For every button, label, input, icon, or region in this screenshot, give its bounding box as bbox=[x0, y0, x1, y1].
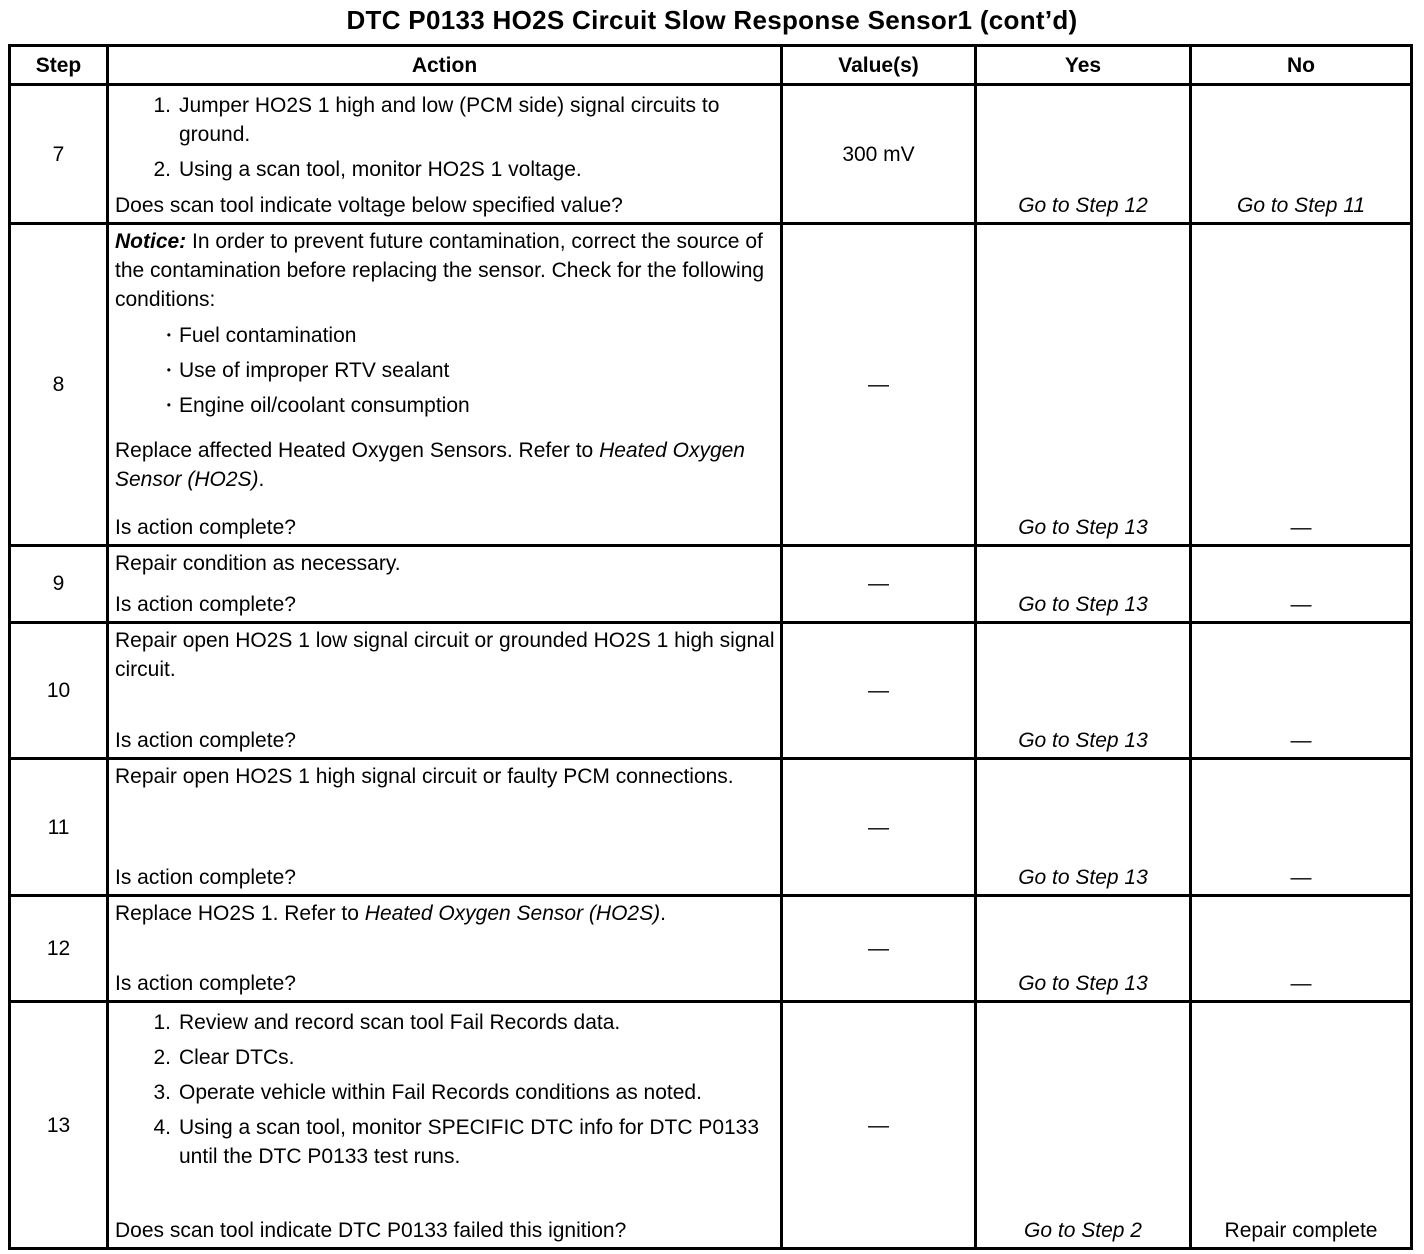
table-row-step-10 bbox=[10, 622, 1412, 758]
action-text: Replace HO2S 1. Refer to Heated Oxygen Sensor (HO2S). bbox=[115, 901, 666, 925]
notice-label: Notice: bbox=[115, 230, 187, 254]
yes-cell bbox=[976, 1002, 1191, 1249]
bullet-icon: • bbox=[166, 328, 171, 343]
question-text: Is action complete? bbox=[115, 865, 296, 889]
no-cell bbox=[1191, 545, 1412, 622]
question-text: Does scan tool indicate voltage below specified value? bbox=[115, 194, 623, 218]
table-row-step-13 bbox=[10, 1002, 1412, 1249]
numbered-list bbox=[115, 1005, 776, 1177]
no-cell bbox=[1191, 759, 1412, 895]
no-cell bbox=[1191, 85, 1412, 224]
value-cell: — bbox=[782, 224, 976, 545]
bullet-icon: • bbox=[166, 398, 171, 413]
action-cell bbox=[108, 895, 782, 1001]
step-number: 9 bbox=[10, 545, 108, 622]
yes-cell bbox=[976, 224, 1191, 545]
step-number: 12 bbox=[10, 895, 108, 1001]
list-item: 2. Clear DTCs. bbox=[153, 1046, 295, 1070]
list-item: • Use of improper RTV sealant bbox=[115, 356, 776, 385]
list-item: 1. Review and record scan tool Fail Records data. bbox=[153, 1011, 621, 1035]
header-values: Value(s) bbox=[782, 46, 976, 85]
action-text: Repair open HO2S 1 low signal circuit or grounded HO2S 1 high signal circuit. bbox=[115, 628, 775, 681]
question-text: Is action complete? bbox=[115, 515, 296, 539]
no-value: — bbox=[1290, 729, 1312, 753]
action-text: Repair condition as necessary. bbox=[115, 551, 401, 575]
yes-cell bbox=[976, 545, 1191, 622]
bullet-icon: • bbox=[166, 363, 171, 378]
reference-link[interactable]: Heated Oxygen Sensor (HO2S) bbox=[364, 901, 661, 925]
reference-link[interactable]: Heated Oxygen Sensor (HO2S) bbox=[115, 439, 745, 492]
yes-link[interactable]: Go to Step 13 bbox=[1018, 592, 1148, 616]
table-row-step-12 bbox=[10, 895, 1412, 1001]
value-cell: — bbox=[782, 545, 976, 622]
value-cell: 300 mV bbox=[782, 85, 976, 224]
table-row-step-9 bbox=[10, 545, 1412, 622]
action-cell bbox=[108, 85, 782, 224]
step-number: 7 bbox=[10, 85, 108, 224]
no-cell bbox=[1191, 622, 1412, 758]
notice-paragraph bbox=[115, 227, 776, 314]
list-item: 3. Operate vehicle within Fail Records conditions as noted. bbox=[153, 1081, 702, 1105]
yes-cell bbox=[976, 85, 1191, 224]
question-text: Is action complete? bbox=[115, 972, 296, 996]
no-value: — bbox=[1290, 515, 1312, 539]
list-item: 4. Using a scan tool, monitor SPECIFIC DTC info for DTC P0133 until the DTC P0133 test runs. bbox=[153, 1116, 760, 1169]
no-cell bbox=[1191, 1002, 1412, 1249]
yes-link[interactable]: Go to Step 13 bbox=[1018, 729, 1148, 753]
yes-cell bbox=[976, 895, 1191, 1001]
yes-link[interactable]: Go to Step 13 bbox=[1018, 865, 1148, 889]
yes-cell bbox=[976, 622, 1191, 758]
yes-link[interactable]: Go to Step 13 bbox=[1018, 515, 1148, 539]
action-text: Repair open HO2S 1 high signal circuit or faulty PCM connections. bbox=[115, 765, 734, 789]
table-row-step-7 bbox=[10, 85, 1412, 224]
action-cell bbox=[108, 622, 782, 758]
step-number: 8 bbox=[10, 224, 108, 545]
no-value: Repair complete bbox=[1224, 1219, 1378, 1242]
action-cell bbox=[108, 545, 782, 622]
header-yes: Yes bbox=[976, 46, 1191, 85]
question-text: Is action complete? bbox=[115, 729, 296, 753]
list-item: 2. Using a scan tool, monitor HO2S 1 voltage. bbox=[153, 158, 582, 181]
step-number: 10 bbox=[10, 622, 108, 758]
page-title: DTC P0133 HO2S Circuit Slow Response Sensor1 (cont’d) bbox=[346, 5, 1078, 35]
no-value: — bbox=[1290, 592, 1312, 616]
notice-text: In order to prevent future contamination, correct the source of the contamination before replacing the sensor. Check for the following conditions: bbox=[115, 230, 765, 312]
diagnostic-table bbox=[8, 44, 1413, 1250]
no-link[interactable]: Go to Step 11 bbox=[1236, 194, 1366, 218]
yes-cell bbox=[976, 759, 1191, 895]
action-cell bbox=[108, 759, 782, 895]
bullet-list bbox=[115, 318, 776, 426]
header-row bbox=[10, 46, 1412, 85]
question-text: Is action complete? bbox=[115, 592, 296, 616]
question-text: Does scan tool indicate DTC P0133 failed this ignition? bbox=[115, 1219, 627, 1242]
value-cell: — bbox=[782, 895, 976, 1001]
table-row-step-11 bbox=[10, 759, 1412, 895]
yes-link[interactable]: Go to Step 2 bbox=[1024, 1219, 1142, 1242]
table-row-step-8 bbox=[10, 224, 1412, 545]
replace-paragraph: Replace affected Heated Oxygen Sensors. Refer to Heated Oxygen Sensor (HO2S). bbox=[115, 439, 745, 492]
action-cell bbox=[108, 1002, 782, 1249]
header-no: No bbox=[1191, 46, 1412, 85]
no-value: — bbox=[1290, 865, 1312, 889]
no-value: — bbox=[1290, 972, 1312, 996]
no-cell bbox=[1191, 224, 1412, 545]
numbered-list bbox=[115, 88, 776, 190]
yes-link[interactable]: Go to Step 13 bbox=[1018, 972, 1148, 996]
list-item: 1. Jumper HO2S 1 high and low (PCM side) signal circuits to ground. bbox=[153, 94, 720, 146]
header-action: Action bbox=[108, 46, 782, 85]
value-cell: — bbox=[782, 759, 976, 895]
list-item: • Engine oil/coolant consumption bbox=[115, 391, 776, 420]
value-cell: — bbox=[782, 1002, 976, 1249]
step-number: 11 bbox=[10, 759, 108, 895]
header-step: Step bbox=[10, 46, 108, 85]
value-cell: — bbox=[782, 622, 976, 758]
no-cell bbox=[1191, 895, 1412, 1001]
action-cell bbox=[108, 224, 782, 545]
list-item: • Fuel contamination bbox=[115, 321, 776, 350]
step-number: 13 bbox=[10, 1002, 108, 1249]
yes-link[interactable]: Go to Step 12 bbox=[1018, 194, 1148, 218]
